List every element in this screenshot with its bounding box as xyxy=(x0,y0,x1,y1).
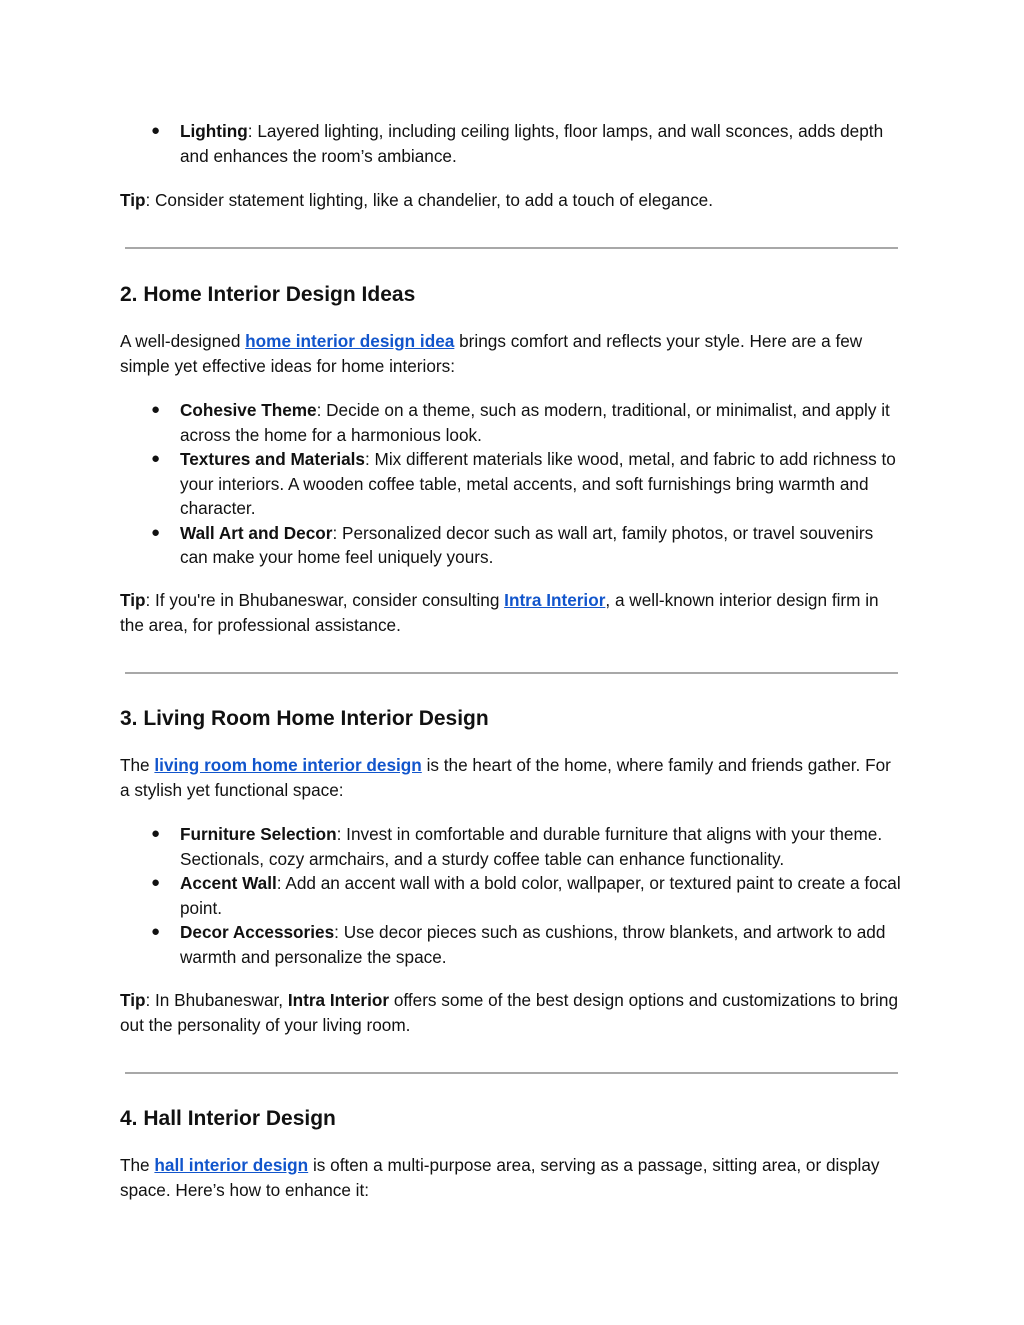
tip-paragraph xyxy=(120,588,905,637)
list-item xyxy=(120,447,905,521)
list-item-text: : Personalized decor such as wall art, family photos, or travel souvenirs can make your home feel uniquely yours. xyxy=(180,522,874,567)
paragraph-text: brings comfort and reflects your style. Here are a few simple yet effective ideas for home interiors: xyxy=(120,331,863,376)
bullet-icon: ● xyxy=(151,450,161,467)
tip-paragraph xyxy=(120,188,905,213)
bullet-icon: ● xyxy=(151,122,161,139)
tip-text: : Consider statement lighting, like a chandelier, to add a touch of elegance. xyxy=(145,190,714,210)
tip-paragraph xyxy=(120,988,905,1037)
home-interior-design-idea-link[interactable]: home interior design idea xyxy=(245,331,455,351)
list-item-term: Wall Art and Decor xyxy=(180,522,333,543)
bullet-icon: ● xyxy=(151,923,161,940)
intra-interior-bold: Intra Interior xyxy=(287,990,390,1010)
list-item-text: : Use decor pieces such as cushions, throw blankets, and artwork to add warmth and personalize the space. xyxy=(180,922,886,967)
list-item xyxy=(120,119,905,168)
list-item-term: Decor Accessories xyxy=(180,922,335,942)
list-item-term: Cohesive Theme xyxy=(180,400,317,420)
section-heading-hall: 4. Hall Interior Design xyxy=(120,1107,336,1130)
list-item xyxy=(120,398,905,447)
list-item-term: Textures and Materials xyxy=(180,449,365,469)
tip-text: , a well-known interior design firm in the area, for professional assistance. xyxy=(120,590,879,635)
list-item-text: : Add an accent wall with a bold color, wallpaper, or textured paint to create a focal point. xyxy=(180,873,901,918)
list-item xyxy=(120,521,905,570)
living-room-home-interior-design-link[interactable]: living room home interior design xyxy=(154,755,422,775)
section-intro-paragraph xyxy=(120,329,905,378)
horizontal-rule xyxy=(125,247,898,249)
home-ideas-list xyxy=(120,398,905,570)
bullet-icon: ● xyxy=(151,523,161,541)
list-item xyxy=(120,920,905,969)
tip-label: Tip xyxy=(120,190,146,210)
tip-text: : In Bhubaneswar, xyxy=(145,990,288,1010)
section-intro-paragraph xyxy=(120,1153,905,1202)
bullet-icon: ● xyxy=(151,874,161,891)
list-item-term: Accent Wall xyxy=(180,873,277,893)
list-item xyxy=(120,822,905,871)
lighting-list xyxy=(120,119,905,168)
living-room-list xyxy=(120,822,905,969)
bullet-icon: ● xyxy=(151,825,161,842)
tip-text: : If you're in Bhubaneswar, consider consulting xyxy=(145,590,505,610)
list-item xyxy=(120,871,905,920)
section-heading-home-ideas: 2. Home Interior Design Ideas xyxy=(120,283,416,306)
hall-interior-design-link[interactable]: hall interior design xyxy=(154,1155,309,1175)
list-item-term: Furniture Selection xyxy=(180,824,337,844)
paragraph-text: A well-designed xyxy=(120,331,246,351)
horizontal-rule xyxy=(125,672,898,674)
intra-interior-link[interactable]: Intra Interior xyxy=(504,590,606,610)
horizontal-rule xyxy=(125,1072,898,1074)
list-item-term: Lighting xyxy=(180,121,248,141)
list-item-text: : Mix different materials like wood, metal, and fabric to add richness to your interiors. A wooden coffee table, metal accents, and soft furnishings bring warmth and character. xyxy=(180,449,896,518)
paragraph-text: is the heart of the home, where family and friends gather. For a stylish yet functional space: xyxy=(120,755,891,800)
tip-label: Tip xyxy=(120,990,146,1010)
section-intro-paragraph xyxy=(120,753,905,802)
list-item-text: : Layered lighting, including ceiling lights, floor lamps, and wall sconces, adds depth and enhances the room’s ambiance. xyxy=(180,121,884,166)
paragraph-text: The xyxy=(120,755,155,775)
tip-text: offers some of the best design options and customizations to bring out the personality of your living room. xyxy=(120,990,898,1035)
paragraph-text: The xyxy=(120,1155,155,1175)
list-item-text: : Decide on a theme, such as modern, traditional, or minimalist, and apply it across the home for a harmonious look. xyxy=(180,400,890,445)
paragraph-text: is often a multi-purpose area, serving as a passage, sitting area, or display space. Here’s how to enhance it: xyxy=(120,1155,880,1200)
bullet-icon: ● xyxy=(151,401,161,418)
section-heading-living-room: 3. Living Room Home Interior Design xyxy=(120,707,489,730)
list-item-text: : Invest in comfortable and durable furniture that aligns with your theme. Sectionals, cozy armchairs, and a sturdy coffee table can enhance functionality. xyxy=(180,824,883,869)
tip-label: Tip xyxy=(120,590,146,610)
